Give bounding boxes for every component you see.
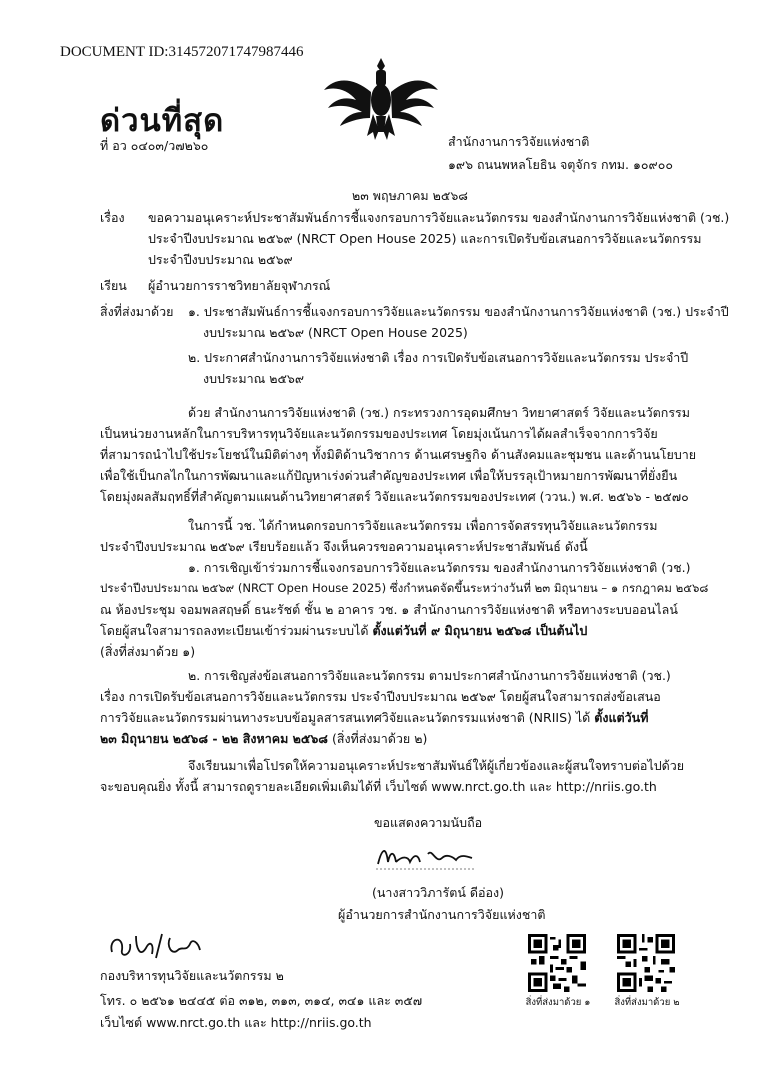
sender-org: สำนักงานการวิจัยแห่งชาติ [448,134,590,149]
document-id: DOCUMENT ID:314572071747987446 [60,44,304,60]
body-line: ในการนี้ วช. ได้กำหนดกรอบการวิจัยและนวัตกรรม เพื่อการจัดสรรทุนวิจัยและนวัตกรรม [188,518,658,533]
body-text: การวิจัยและนวัตกรรมผ่านทางระบบข้อมูลสารสนเทศวิจัยและนวัตกรรมแห่งชาติ (NRIIS) ได้ [100,710,595,725]
handwritten-signature [372,842,482,874]
body-line: เรื่อง การเปิดรับข้อเสนอการวิจัยและนวัตกรรม ประจำปีงบประมาณ ๒๕๖๙ โดยผู้สนใจสามารถส่งข้อเสนอ [100,689,661,704]
body-line: ประจำปีงบประมาณ ๒๕๖๙ (NRCT Open House 2025) ซึ่งกำหนดจัดขึ้นระหว่างวันที่ ๒๓ มิถุนายน – ๑ กรกฎาคม ๒๕๖๘ [100,581,709,595]
subject-line: ขอความอนุเคราะห์ประชาสัมพันธ์การชี้แจงกรอบการวิจัยและนวัตกรรม ของสำนักงานการวิจัยแห่งชาติ (วช.) [148,210,730,225]
recipient-label: เรียน [100,278,127,293]
qr-caption: สิ่งที่ส่งมาด้วย ๑ [525,997,591,1008]
garuda-emblem-icon [322,56,440,146]
division-name: กองบริหารทุนวิจัยและนวัตกรรม ๒ [100,968,284,983]
body-line: ณ ห้องประชุม จอมพลสฤษดิ์ ธนะรัชต์ ชั้น ๒ อาคาร วช. ๑ สำนักงานการวิจัยแห่งชาติ หรือทางระบบออนไลน์ [100,602,678,617]
body-text: โดยผู้สนใจสามารถลงทะเบียนเข้าร่วมผ่านระบบได้ [100,623,373,638]
qr-caption: สิ่งที่ส่งมาด้วย ๒ [614,997,680,1008]
urgency-label: ด่วนที่สุด [100,103,225,139]
submission-date: ๒๓ มิถุนายน ๒๕๖๘ - ๒๒ สิงหาคม ๒๕๖๘ [100,731,328,746]
body-line [100,708,648,727]
recipient: ผู้อำนวยการราชวิทยาลัยจุฬาภรณ์ [148,278,331,293]
body-line [100,729,427,748]
signatory-title: ผู้อำนวยการสำนักงานการวิจัยแห่งชาติ [338,907,546,922]
letter-date: ๒๓ พฤษภาคม ๒๕๖๘ [352,188,468,203]
body-line: ประจำปีงบประมาณ ๒๕๖๙ เรียบร้อยแล้ว จึงเห็นควรขอความอนุเคราะห์ประชาสัมพันธ์ ดังนี้ [100,539,588,554]
body-line: จึงเรียนมาเพื่อโปรดให้ความอนุเคราะห์ประชาสัมพันธ์ให้ผู้เกี่ยวข้องและผู้สนใจทราบต่อไปด้วย [188,758,685,773]
attachment-item: งบประมาณ ๒๕๖๙ [203,371,305,386]
attachment-reference: (สิ่งที่ส่งมาด้วย ๑) [100,644,196,659]
contact-phone: โทร. ๐ ๒๕๖๑ ๒๔๔๕ ต่อ ๓๑๒, ๓๑๓, ๓๑๔, ๓๔๑ และ ๓๕๗ [100,993,423,1008]
submission-date-label: ตั้งแต่วันที่ [594,710,649,725]
body-line: ที่สามารถนำไปใช้ประโยชน์ในมิติต่างๆ ทั้งมิติด้านวิชาการ ด้านเศรษฐกิจ ด้านสังคมและชุมชน และด้านนโยบาย [100,447,697,462]
signatory-name: (นางสาววิภารัตน์ ดีอ่อง) [372,885,504,900]
body-line: โดยมุ่งผลสัมฤทธิ์ที่สำคัญตามแผนด้านวิทยาศาสตร์ วิจัยและนวัตกรรมของประเทศ (ววน.) พ.ศ. ๒๕๖๖ - ๒๕๗๐ [100,489,689,504]
body-line: ๒. การเชิญส่งข้อเสนอการวิจัยและนวัตกรรม ตามประกาศสำนักงานการวิจัยแห่งชาติ (วช.) [188,668,671,683]
sender-address: ๑๙๖ ถนนพหลโยธิน จตุจักร กทม. ๑๐๙๐๐ [448,157,673,172]
body-line: ๑. การเชิญเข้าร่วมการชี้แจงกรอบการวิจัยและนวัตกรรม ของสำนักงานการวิจัยแห่งชาติ (วช.) [188,560,691,575]
registration-date: ตั้งแต่วันที่ ๙ มิถุนายน ๒๕๖๘ เป็นต้นไป [372,623,588,638]
body-line: เป็นหน่วยงานหลักในการบริหารทุนวิจัยและนวัตกรรมของประเทศ โดยมุ่งเน้นการได้ผลสำเร็จจากการวิจัย [100,426,658,441]
reference-number: ที่ อว ๐๔๐๓/ว๗๒๖๐ [100,138,209,153]
attachment-item: งบประมาณ ๒๕๖๙ (NRCT Open House 2025) [203,325,468,340]
qr-code-icon[interactable] [617,934,675,992]
qr-code-icon[interactable] [528,934,586,992]
subject-line: ประจำปีงบประมาณ ๒๕๖๙ (NRCT Open House 2025) และการเปิดรับข้อเสนอการวิจัยและนวัตกรรม [148,231,702,246]
attachment-reference: (สิ่งที่ส่งมาด้วย ๒) [327,731,428,746]
subject-label: เรื่อง [100,210,125,225]
body-line: ด้วย สำนักงานการวิจัยแห่งชาติ (วช.) กระทรวงการอุดมศึกษา วิทยาศาสตร์ วิจัยและนวัตกรรม [188,405,691,420]
body-line: จะขอบคุณยิ่ง ทั้งนี้ สามารถดูรายละเอียดเพิ่มเติมได้ที่ เว็บไซต์ www.nrct.go.th และ http://nriis.go.th [100,779,657,794]
attachment-item: ๒. ประกาศสำนักงานการวิจัยแห่งชาติ เรื่อง การเปิดรับข้อเสนอการวิจัยและนวัตกรรม ประจำปี [188,350,689,365]
regards: ขอแสดงความนับถือ [374,815,483,830]
body-line: เพื่อใช้เป็นกลไกในการพัฒนาและแก้ปัญหาเร่งด่วนสำคัญของประเทศ เพื่อให้บรรลุเป้าหมายการพัฒนาที่ยั่งยืน [100,468,678,483]
attachments-label: สิ่งที่ส่งมาด้วย [100,304,174,319]
attachment-item: ๑. ประชาสัมพันธ์การชี้แจงกรอบการวิจัยและนวัตกรรม ของสำนักงานการวิจัยแห่งชาติ (วช.) ประจำปี [188,304,729,319]
handwritten-initials [106,928,206,962]
contact-website: เว็บไซต์ www.nrct.go.th และ http://nriis.go.th [100,1015,372,1030]
body-line [100,621,587,640]
subject-line: ประจำปีงบประมาณ ๒๕๖๙ [148,252,293,267]
